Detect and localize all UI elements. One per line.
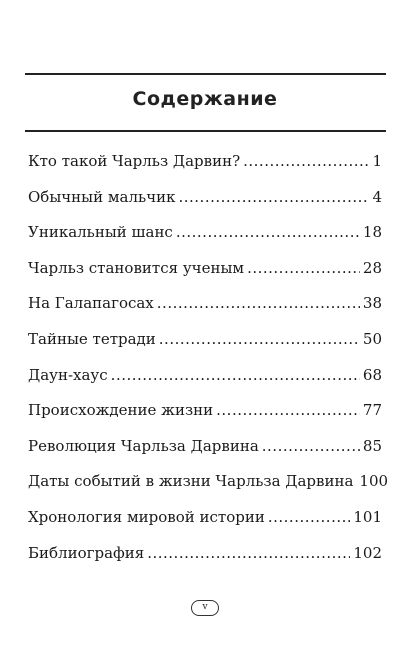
- toc-entry-page: 102: [353, 543, 382, 562]
- toc-entry-page: 18: [362, 223, 382, 242]
- dot-leader: [178, 188, 369, 206]
- dot-leader: [176, 223, 360, 241]
- table-of-contents: [28, 152, 389, 579]
- toc-entry: [28, 366, 382, 402]
- page-number-badge: v: [191, 600, 219, 616]
- toc-entry: [28, 188, 382, 224]
- toc-entry: [28, 223, 382, 259]
- toc-entry-page: 1: [372, 152, 382, 170]
- toc-entry-page: 100: [359, 472, 389, 491]
- dot-leader: [243, 152, 369, 170]
- toc-entry-page: 101: [353, 507, 382, 526]
- dot-leader: [159, 330, 360, 348]
- page-title: Содержание: [132, 88, 278, 110]
- toc-entry-title: Даун-хаус: [28, 365, 108, 384]
- toc-entry-title: Происхождение жизни: [28, 401, 214, 420]
- toc-entry-title: Уникальный шанс: [28, 223, 173, 242]
- dot-leader: [216, 401, 360, 419]
- toc-entry-title: Хронология мировой истории: [28, 507, 265, 526]
- toc-entry: [28, 472, 389, 508]
- toc-entry: [28, 508, 382, 544]
- toc-entry: [28, 330, 382, 366]
- toc-entry-title: Библиография: [28, 543, 145, 562]
- toc-entry-page: 85: [362, 436, 382, 455]
- toc-entry: [28, 544, 382, 580]
- toc-entry-title: Кто такой Чарльз Дарвин?: [28, 152, 241, 170]
- bottom-divider: [25, 130, 386, 132]
- toc-entry-title: Даты событий в жизни Чарльза Дарвина: [28, 472, 354, 491]
- top-divider: [25, 73, 386, 75]
- toc-entry-title: Революция Чарльза Дарвина: [28, 436, 259, 455]
- dot-leader: [268, 508, 351, 526]
- toc-entry-page: 4: [372, 187, 382, 206]
- toc-entry: [28, 152, 382, 188]
- toc-entry-page: 77: [362, 401, 382, 420]
- toc-entry: [28, 294, 382, 330]
- toc-entry-page: 28: [362, 258, 382, 277]
- toc-entry-page: 68: [362, 365, 382, 384]
- toc-entry: [28, 401, 382, 437]
- toc-entry-title: Тайные тетради: [28, 329, 156, 348]
- toc-entry-title: На Галапагосах: [28, 294, 154, 313]
- dot-leader: [262, 437, 360, 455]
- dot-leader: [111, 366, 360, 384]
- toc-entry-title: Обычный мальчик: [28, 187, 176, 206]
- dot-leader: [157, 294, 360, 312]
- dot-leader: [147, 544, 350, 562]
- toc-entry-title: Чарльз становится ученым: [28, 258, 245, 277]
- dot-leader: [247, 259, 360, 277]
- toc-entry-page: 50: [362, 329, 382, 348]
- toc-entry-page: 38: [362, 294, 382, 313]
- toc-entry: [28, 259, 382, 295]
- toc-entry: [28, 437, 382, 473]
